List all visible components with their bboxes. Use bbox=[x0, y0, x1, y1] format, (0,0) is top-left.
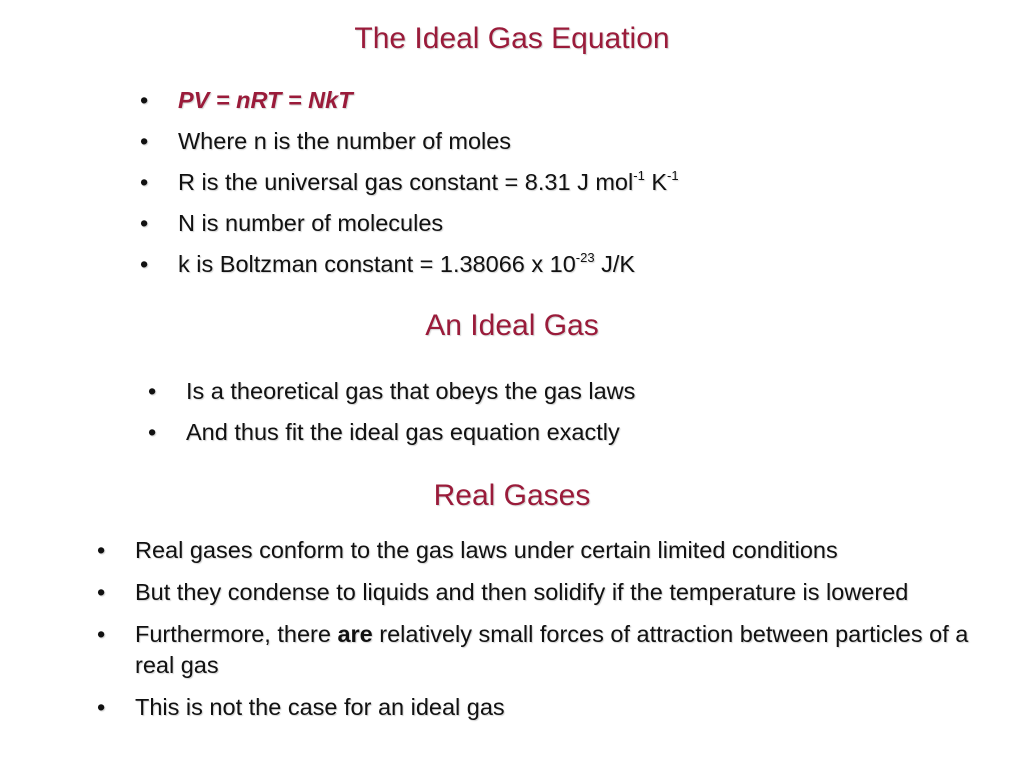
exponent: -1 bbox=[667, 168, 679, 183]
exponent: -1 bbox=[633, 168, 645, 183]
list-item bbox=[140, 86, 840, 127]
unit-text: K bbox=[644, 169, 668, 195]
list-item-text-start: Furthermore, there bbox=[135, 621, 338, 647]
list-item-text bbox=[140, 250, 840, 278]
list-item-text: And thus fit the ideal gas equation exactly bbox=[186, 419, 620, 445]
exponent: -23 bbox=[575, 250, 595, 265]
list-item-text bbox=[140, 168, 840, 196]
list-item bbox=[140, 127, 840, 168]
list-item-text: N is number of molecules bbox=[178, 210, 444, 236]
bullet-icon: • bbox=[140, 210, 149, 236]
real-gases-list bbox=[97, 535, 997, 734]
ideal-gas-list bbox=[148, 377, 848, 459]
bullet-icon: • bbox=[140, 87, 149, 113]
gas-constant-text: R is the universal gas constant = 8.31 J mol bbox=[178, 169, 634, 195]
list-item bbox=[140, 209, 840, 250]
bullet-icon: • bbox=[140, 128, 149, 154]
bullet-icon: • bbox=[140, 169, 149, 195]
list-item bbox=[97, 577, 997, 608]
bullet-icon: • bbox=[97, 537, 106, 563]
bullet-icon: • bbox=[148, 419, 157, 445]
list-item bbox=[97, 619, 997, 681]
section-title-real-gases: Real Gases bbox=[433, 479, 591, 512]
bullet-icon: • bbox=[97, 694, 106, 720]
bullet-icon: • bbox=[97, 579, 106, 605]
list-item-text: Where n is the number of moles bbox=[178, 128, 512, 154]
bullet-icon: • bbox=[148, 378, 157, 404]
section-title-an-ideal-gas: An Ideal Gas bbox=[425, 309, 599, 342]
list-item bbox=[148, 377, 848, 418]
ideal-gas-equation-list bbox=[140, 86, 840, 291]
list-item bbox=[97, 535, 997, 566]
list-item-text: Real gases conform to the gas laws under certain limited conditions bbox=[135, 537, 838, 563]
section-title-ideal-gas-equation: The Ideal Gas Equation bbox=[354, 22, 670, 55]
list-item-text: But they condense to liquids and then solidify if the temperature is lowered bbox=[135, 579, 909, 605]
list-item bbox=[148, 418, 848, 459]
list-item-text: This is not the case for an ideal gas bbox=[135, 694, 505, 720]
list-item-text-end: relatively small forces of attraction between particles of a real gas bbox=[135, 621, 969, 678]
list-item-text bbox=[97, 619, 997, 681]
list-item bbox=[140, 168, 840, 209]
list-item bbox=[140, 250, 840, 291]
list-item bbox=[97, 692, 997, 723]
unit-text: J/K bbox=[594, 251, 636, 277]
bold-emphasis: are bbox=[337, 621, 373, 647]
list-item-text: Is a theoretical gas that obeys the gas laws bbox=[186, 378, 636, 404]
bullet-icon: • bbox=[97, 621, 106, 647]
bullet-icon: • bbox=[140, 251, 149, 277]
boltzmann-constant-text: k is Boltzman constant = 1.38066 x 10 bbox=[178, 251, 576, 277]
equation-text: PV = nRT = NkT bbox=[178, 87, 353, 113]
